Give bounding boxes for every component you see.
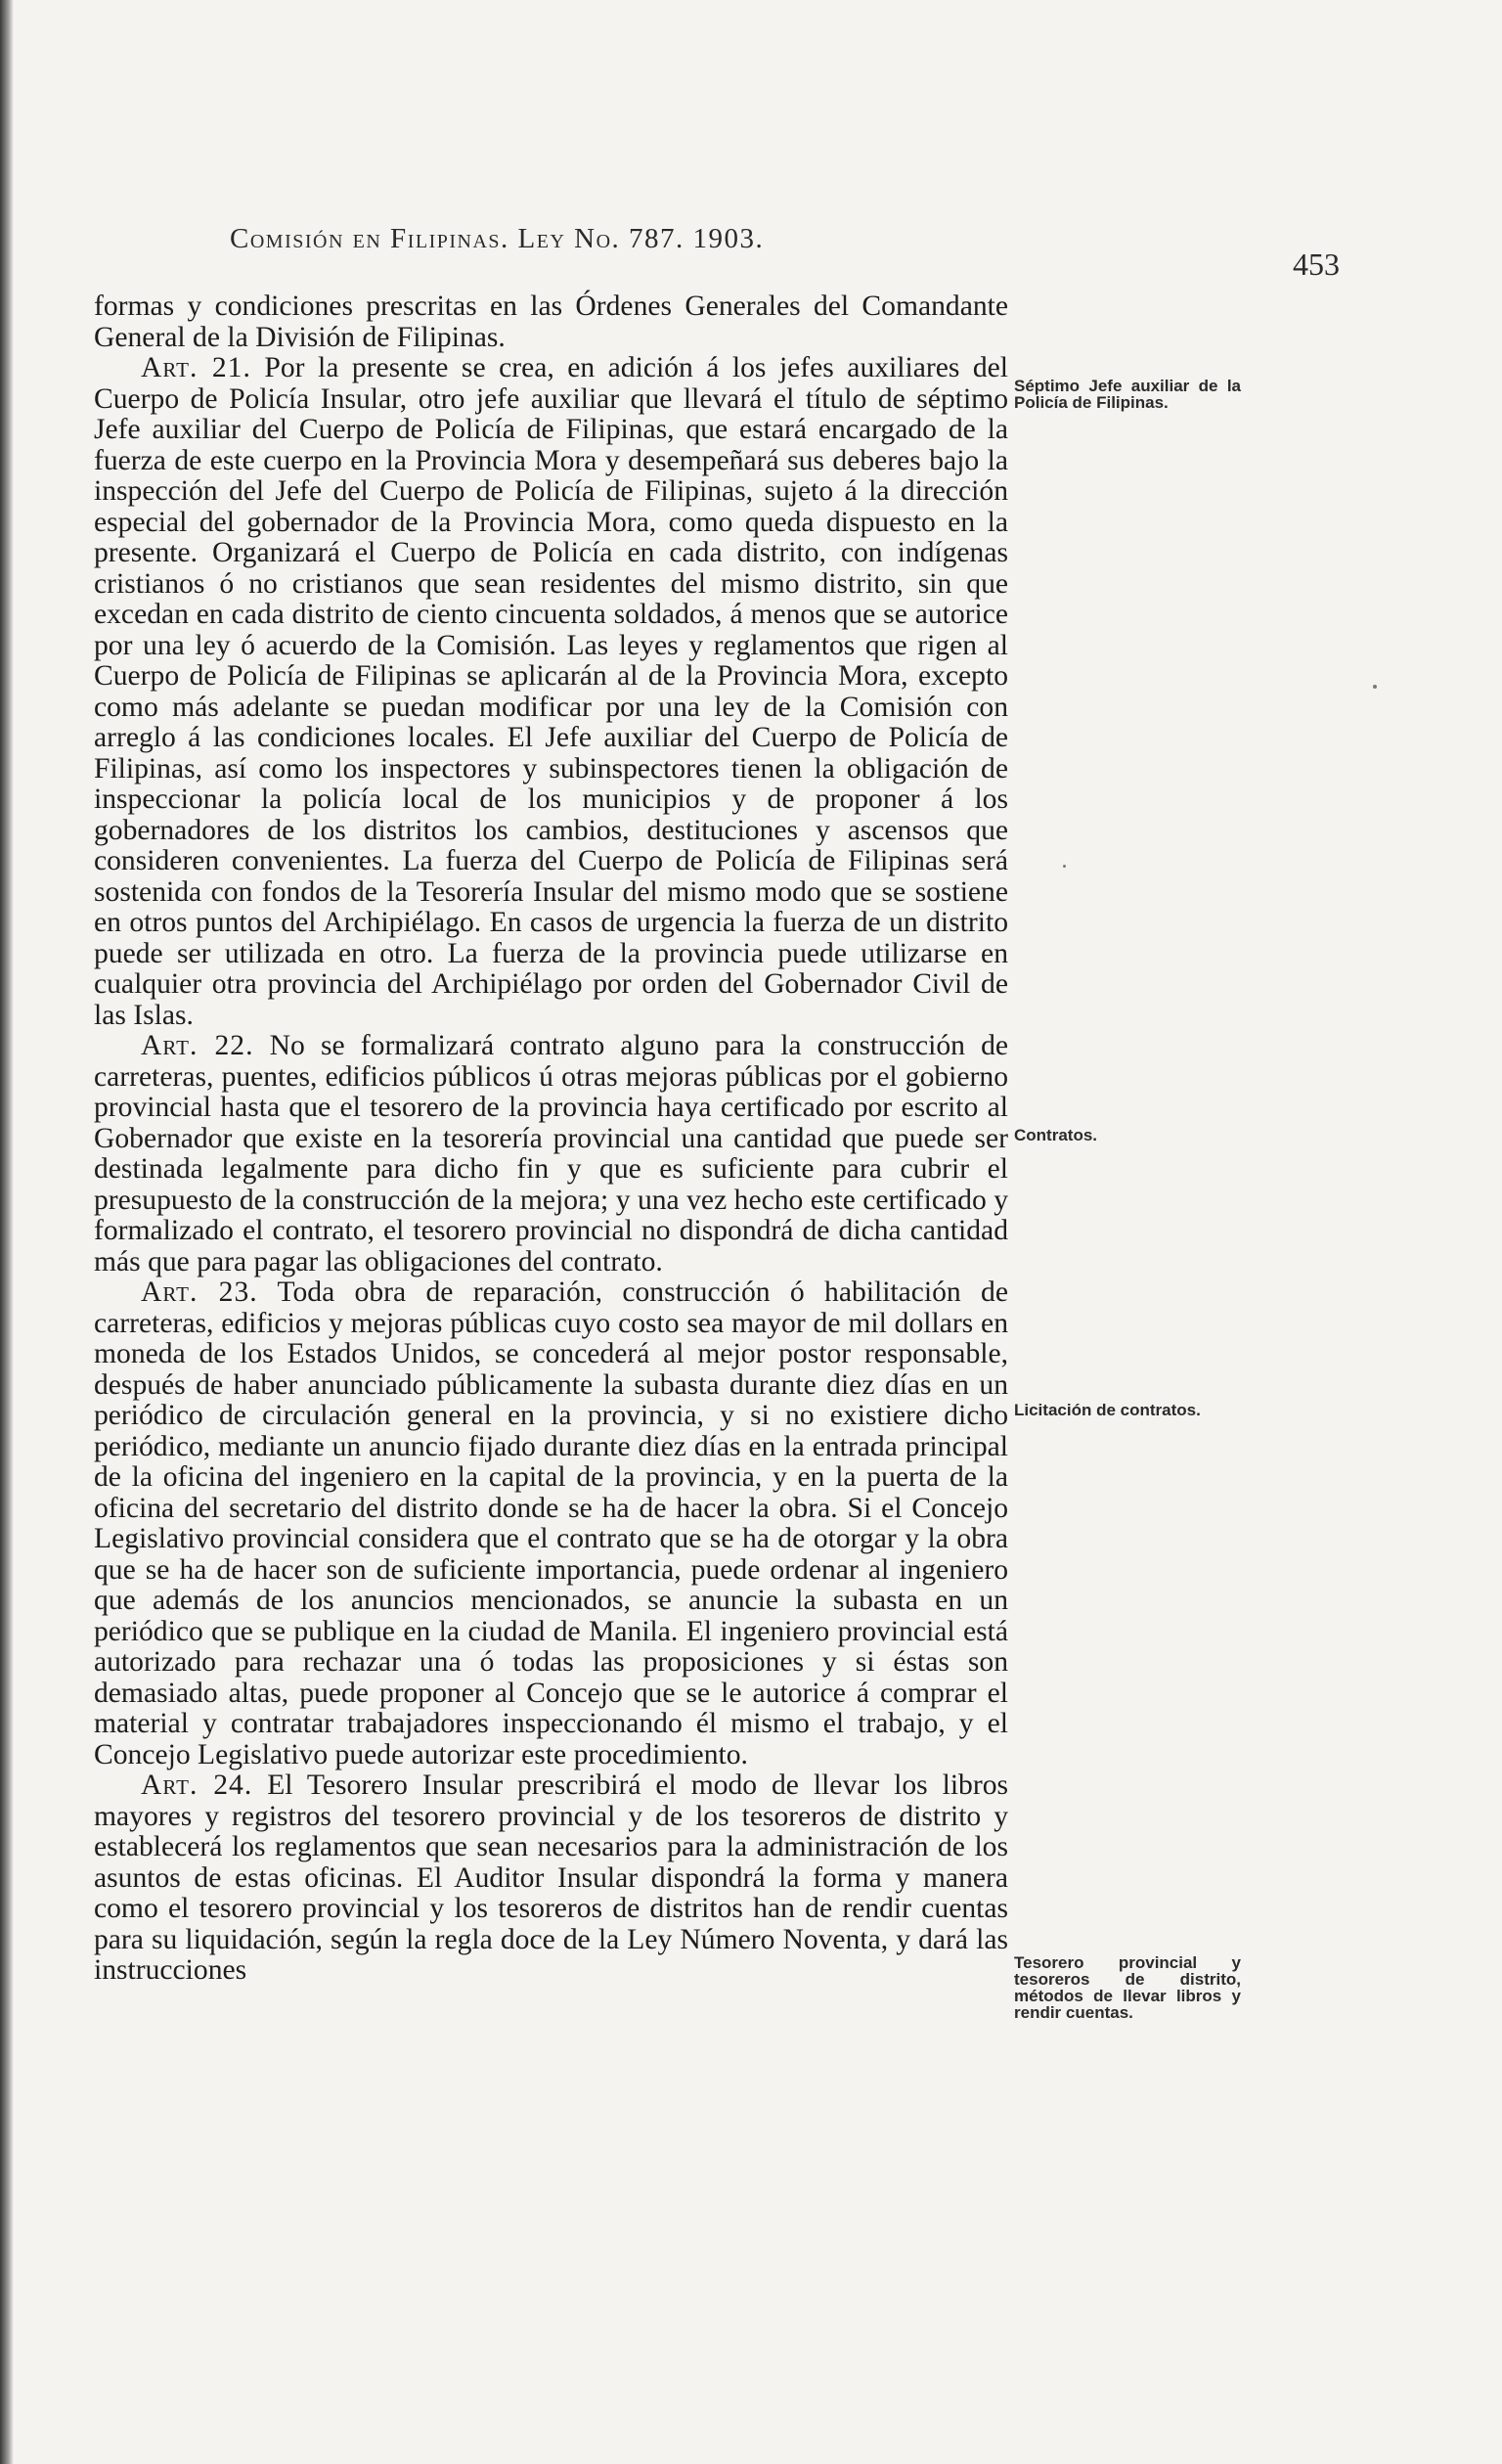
scan-page-edge bbox=[0, 0, 14, 2464]
running-head bbox=[230, 223, 1247, 255]
article-label: Art. 24. bbox=[141, 1770, 253, 1801]
article-label: Art. 21. bbox=[141, 352, 251, 383]
margin-note-septimo-jefe: Séptimo Jefe auxiliar de la Policía de Filipinas. bbox=[1014, 377, 1241, 412]
page-number: 453 bbox=[1293, 246, 1340, 282]
article-text: El Tesorero Insular prescribirá el modo de llevar los libros mayores y registros del tesorero provincial y de los tesoreros de distrito y establecerá los reglamentos que sean necesarios para la administración de los asuntos de estas oficinas. El Auditor Insular dispondrá la forma y manera como el tesorero provincial y los tesoreros de distritos han de rendir cuentas para su liquidación, según la regla doce de la Ley Número Noventa, y dará las instrucciones bbox=[94, 1770, 1009, 1986]
scan-speck bbox=[1063, 865, 1066, 868]
article-22 bbox=[94, 1031, 1008, 1277]
article-24 bbox=[94, 1770, 1008, 1987]
article-21 bbox=[94, 353, 1008, 1031]
running-head-text: Comisión en Filipinas. Ley No. 787. 1903. bbox=[230, 223, 765, 254]
body-text bbox=[94, 291, 1008, 1987]
scan-speck bbox=[1373, 685, 1377, 689]
article-text: Por la presente se crea, en adición á los jefes auxiliares del Cuerpo de Policía Insular, otro jefe auxiliar que llevará el título de séptimo Jefe auxiliar del Cuerpo de Policía de Filipinas, que estará encargado de la fuerza de este cuerpo en la Provincia Mora y desempeñará sus deberes bajo la inspección del Jefe del Cuerpo de Policía de Filipinas, sujeto á la dirección especial del gobernador de la Provincia Mora, como queda dispuesto en la presente. Organizará el Cuerpo de Policía en cada distrito, con indígenas cristianos ó no cristianos que sean residentes del mismo distrito, sin que excedan en cada distrito de ciento cincuenta soldados, á menos que se autorice por una ley ó acuerdo de la Comisión. Las leyes y reglamentos que rigen al Cuerpo de Policía de Filipinas se aplicarán al de la Provincia Mora, excepto como más adelante se puedan modificar por una ley de la Comisión con arreglo á las condiciones locales. El Jefe auxiliar del Cuerpo de Policía de Filipinas, así como los inspectores y subinspectores tienen la obligación de inspeccionar la policía local de los municipios y de proponer á los gobernadores de los distritos los cambios, destituciones y ascensos que consideren convenientes. La fuerza del Cuerpo de Policía de Filipinas será sostenida con fondos de la Tesorería Insular del mismo modo que se sostiene en otros puntos del Archipiélago. En casos de urgencia la fuerza de un distrito puede ser utilizada en otro. La fuerza de la provincia puede utilizarse en cualquier otra provincia del Archipiélago por orden del Gobernador Civil de las Islas. bbox=[94, 352, 1008, 1031]
margin-note-licitacion: Licitación de contratos. bbox=[1014, 1401, 1201, 1419]
article-label: Art. 23. bbox=[141, 1277, 258, 1308]
article-text: Toda obra de reparación, construcción ó habilitación de carreteras, edificios y mejoras públicas cuyo costo sea mayor de mil dollars en moneda de los Estados Unidos, se concederá al mejor postor responsable, después de haber anunciado públicamente la subasta durante diez días en un periódico de circulación general en la provincia, y si no existiere dicho periódico, mediante un anuncio fijado durante diez días en la entrada principal de la oficina del ingeniero en la capital de la provincia, y en la puerta de la oficina del secretario del distrito donde se ha de hacer la obra. Si el Concejo Legislativo provincial considera que el contrato que se ha de otorgar y la obra que se ha de hacer son de suficiente importancia, puede ordenar al ingeniero que además de los anuncios mencionados, se anuncie la subasta en un periódico que se publique en la ciudad de Manila. El ingeniero provincial está autorizado para rechazar una ó todas las proposiciones y si éstas son demasiado altas, puede proponer al Concejo que se le autorice á comprar el material y contratar trabajadores inspeccionando él mismo el trabajo, y el Concejo Legislativo puede autorizar este procedimiento. bbox=[94, 1277, 1008, 1770]
margin-note-tesorero: Tesorero provincial y tesoreros de distrito, métodos de llevar libros y rendir cuentas. bbox=[1014, 1953, 1241, 2022]
article-23 bbox=[94, 1277, 1008, 1770]
opening-paragraph: formas y condiciones prescritas en las Órdenes Generales del Comandante General de la División de Filipinas. bbox=[94, 291, 1008, 353]
article-label: Art. 22. bbox=[141, 1030, 254, 1061]
article-text: No se formalizará contrato alguno para la construcción de carreteras, puentes, edificios públicos ú otras mejoras públicas por el gobierno provincial hasta que el tesorero de la provincia haya certificado por escrito al Gobernador que existe en la tesorería provincial una cantidad que puede ser destinada legalmente para dicho fin y que es suficiente para cubrir el presupuesto de la construcción de la mejora; y una vez hecho este certificado y formalizado el contrato, el tesorero provincial no dispondrá de dicha cantidad más que para pagar las obligaciones del contrato. bbox=[94, 1030, 1009, 1277]
margin-note-contratos: Contratos. bbox=[1014, 1126, 1097, 1144]
